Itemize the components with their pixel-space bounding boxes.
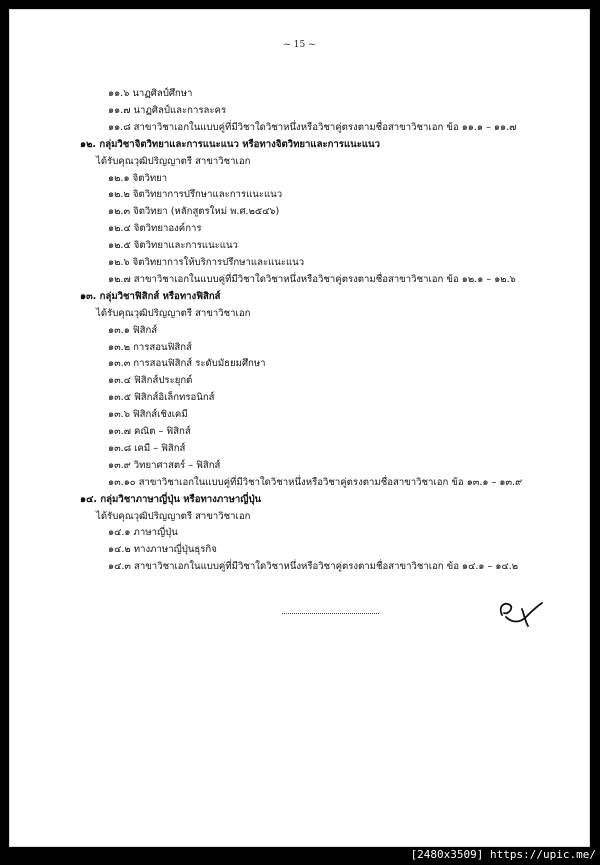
- list-item: ๑๓.๓ การสอนฟิสิกส์ ระดับมัธยมศึกษา: [108, 358, 266, 370]
- section-heading: ๑๒. กลุ่มวิชาจิตวิทยาและการแนะแนว หรือทางจิตวิทยาและการแนะแนว: [80, 138, 380, 150]
- list-item: ๑๓.๔ ฟิสิกส์ประยุกต์: [108, 375, 193, 387]
- list-item: ๑๒.๑ จิตวิทยา: [108, 172, 168, 184]
- list-item: ๑๒.๕ จิตวิทยาและการแนะแนว: [108, 240, 238, 252]
- list-item: ๑๑.๖ นาฏศิลป์ศึกษา: [108, 88, 193, 99]
- list-item: ๑๔.๑ ภาษาญี่ปุ่น: [108, 527, 178, 539]
- list-item: ๑๒.๖ จิตวิทยาการให้บริการปรึกษาและแนะแนว: [108, 257, 305, 268]
- list-item: ๑๓.๑๐ สาขาวิชาเอกในแบบคู่ที่มีวิชาใดวิชาหนึ่งหรือวิชาคู่ตรงตามชื่อสาขาวิชาเอก ข้อ ๑๓.๑ – ๑๓.๙: [108, 476, 523, 488]
- qualification-text: ได้รับคุณวุฒิปริญญาตรี สาขาวิชาเอก: [96, 155, 251, 167]
- document-page: [9, 9, 590, 847]
- list-item: ๑๓.๗ คณิต – ฟิสิกส์: [108, 426, 191, 437]
- list-item: ๑๓.๑ ฟิสิกส์: [108, 324, 158, 336]
- signature-mark: [492, 593, 552, 629]
- resolution-watermark: [2480x3509] https://upic.me/: [410, 848, 596, 861]
- list-item: ๑๔.๓ สาขาวิชาเอกในแบบคู่ที่มีวิชาใดวิชาหนึ่งหรือวิชาคู่ตรงตามชื่อสาขาวิชาเอก ข้อ ๑๔.๑ – ๑๔.๒: [108, 561, 519, 573]
- list-item: ๑๑.๗ นาฏศิลป์และการละคร: [108, 104, 227, 116]
- list-item: ๑๒.๔ จิตวิทยาองค์การ: [108, 223, 202, 235]
- list-item: ๑๒.๗ สาขาวิชาเอกในแบบคู่ที่มีวิชาใดวิชาหนึ่งหรือวิชาคู่ตรงตามชื่อสาขาวิชาเอก ข้อ ๑๒.๑ – ๑๒.๖: [108, 273, 516, 285]
- list-item: ๑๓.๕ ฟิสิกส์อิเล็กทรอนิกส์: [108, 392, 215, 404]
- list-item: ๑๒.๓ จิตวิทยา (หลักสูตรใหม่ พ.ศ.๒๕๔๖): [108, 206, 280, 218]
- page-number: ~ 15 ~: [283, 40, 316, 50]
- list-item: ๑๑.๘ สาขาวิชาเอกในแบบคู่ที่มีวิชาใดวิชาหนึ่งหรือวิชาคู่ตรงตามชื่อสาขาวิชาเอก ข้อ ๑๑.๑ – ๑๑.๗: [108, 121, 517, 133]
- list-item: ๑๓.๒ การสอนฟิสิกส์: [108, 341, 192, 353]
- section-heading: ๑๓. กลุ่มวิชาฟิสิกส์ หรือทางฟิสิกส์: [80, 290, 221, 302]
- qualification-text: ได้รับคุณวุฒิปริญญาตรี สาขาวิชาเอก: [96, 307, 251, 319]
- qualification-text: ได้รับคุณวุฒิปริญญาตรี สาขาวิชาเอก: [96, 510, 251, 522]
- list-item: ๑๓.๙ วิทยาศาสตร์ – ฟิสิกส์: [108, 459, 221, 471]
- list-item: ๑๓.๘ เคมี – ฟิสิกส์: [108, 442, 186, 454]
- section-heading: ๑๔. กลุ่มวิชาภาษาญี่ปุ่น หรือทางภาษาญี่ปุ่น: [80, 493, 262, 505]
- end-dotted-line: [282, 613, 379, 614]
- list-item: ๑๓.๖ ฟิสิกส์เชิงเคมี: [108, 409, 188, 421]
- list-item: ๑๒.๒ จิตวิทยาการปรึกษาและการแนะแนว: [108, 189, 283, 201]
- list-item: ๑๔.๒ ทางภาษาญี่ปุ่นธุรกิจ: [108, 544, 217, 556]
